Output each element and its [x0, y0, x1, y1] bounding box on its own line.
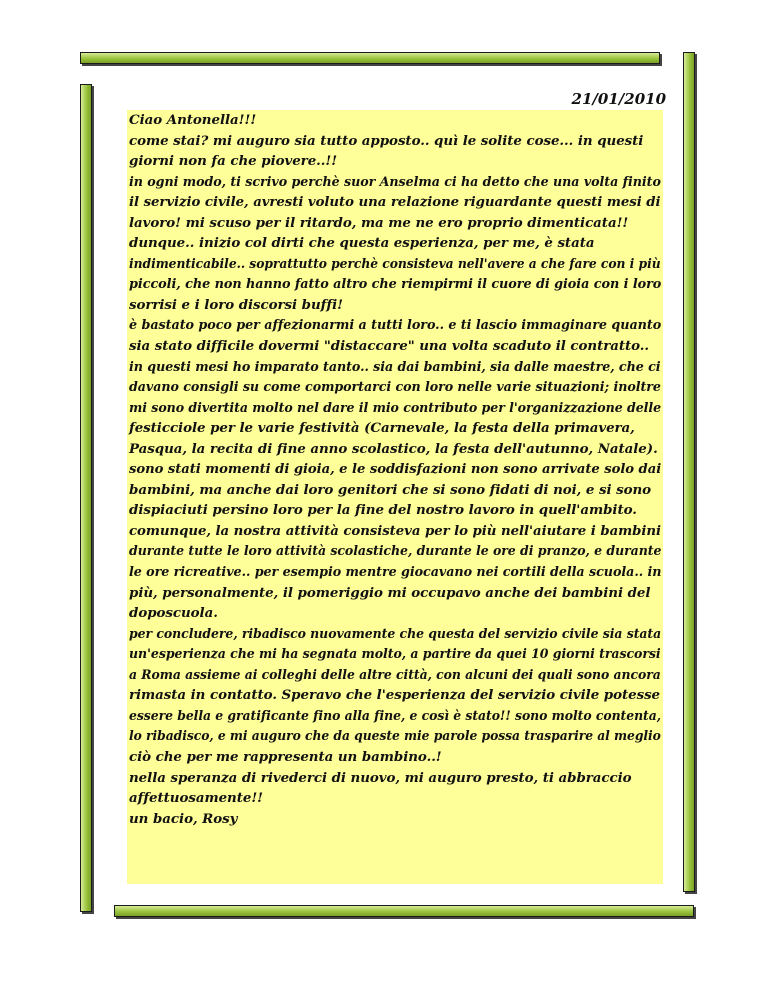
letter-line: lo ribadisco, e mi auguro che da queste mie parole possa trasparire al meglio [129, 728, 661, 745]
letter-line: indimenticabile.. soprattutto perchè consisteva nell'avere a che fare con i più [129, 255, 661, 272]
letter-line: in ogni modo, ti scrivo perchè suor Anselma ci ha detto che una volta finito [129, 173, 661, 190]
letter-line: sono stati momenti di gioia, e le soddisfazioni non sono arrivate solo dai [129, 461, 662, 478]
letter-line: è bastato poco per affezionarmi a tutti loro.. e ti lascio immaginare quanto [129, 317, 662, 334]
letter-line: sorrisi e i loro discorsi buffi! [129, 296, 343, 313]
letter-line: più, personalmente, il pomeriggio mi occupavo anche dei bambini del [129, 584, 651, 601]
letter-line: in questi mesi ho imparato tanto.. sia dai bambini, sia dalle maestre, che ci [129, 358, 661, 375]
letter-signature: un bacio, Rosy [129, 810, 238, 827]
letter-line: davano consigli su come comportarci con loro nelle varie situazioni; inoltre [129, 379, 661, 396]
frame-bar-right [683, 52, 695, 892]
letter-line: doposcuola. [129, 605, 218, 622]
letter-line: sia stato difficile dovermi "distaccare" una volta scaduto il contratto.. [129, 338, 649, 355]
letter-line: Pasqua, la recita di fine anno scolastico, la festa dell'autunno, Natale). [129, 440, 658, 457]
letter-line: per concludere, ribadisco nuovamente che questa del servizio civile sia stata [129, 625, 662, 642]
letter-greeting: Ciao Antonella!!! [129, 112, 257, 128]
letter-line: essere bella e gratificante fino alla fine, e così è stato!! sono molto contenta, [129, 707, 662, 724]
letter-line: nella speranza di rivederci di nuovo, mi auguro presto, ti abbraccio [129, 769, 632, 786]
letter-line: comunque, la nostra attività consisteva per lo più nell'aiutare i bambini [129, 522, 662, 539]
letter-date: 21/01/2010 [571, 90, 666, 108]
letter-line: il servizio civile, avresti voluto una relazione riguardante questi mesi di [129, 194, 661, 211]
letter-line: rimasta in contatto. Speravo che l'esperienza del servizio civile potesse [129, 687, 661, 704]
frame-bar-left [80, 84, 92, 912]
letter-line: come stai? mi auguro sia tutto apposto.. quì le solite cose... in questi [129, 132, 644, 149]
letter-line: festicciole per le varie festività (Carnevale, la festa della primavera, [129, 420, 635, 437]
letter-line: giorni non fa che piovere..!! [129, 153, 338, 170]
letter-body [127, 110, 663, 829]
letter-line: durante tutte le loro attività scolastiche, durante le ore di pranzo, e durante [129, 543, 662, 560]
letter-line: dunque.. inizio col dirti che questa esperienza, per me, è stata [129, 235, 595, 252]
letter-line: piccoli, che non hanno fatto altro che riempirmi il cuore di gioia con i loro [129, 276, 662, 293]
letter-box [127, 110, 663, 884]
letter-line: ciò che per me rappresenta un bambino..! [129, 748, 442, 765]
letter-line: bambini, ma anche dai loro genitori che si sono fidati di noi, e si sono [129, 481, 652, 498]
letter-line: un'esperienza che mi ha segnata molto, a partire da quei 10 giorni trascorsi [129, 646, 661, 663]
letter-line: le ore ricreative.. per esempio mentre giocavano nei cortili della scuola.. in [129, 564, 662, 581]
frame-bar-bottom [114, 905, 694, 917]
letter-line: lavoro! mi scuso per il ritardo, ma me ne ero proprio dimenticata!! [129, 214, 629, 231]
letter-line: dispiaciuti persino loro per la fine del nostro lavoro in quell'ambito. [129, 502, 637, 519]
letter-line: affettuosamente!! [129, 790, 264, 807]
frame-bar-top [80, 52, 660, 64]
letter-line: mi sono divertita molto nel dare il mio contributo per l'organizzazione delle [129, 399, 662, 416]
letter-line: a Roma assieme ai colleghi delle altre città, con alcuni dei quali sono ancora [129, 666, 661, 683]
